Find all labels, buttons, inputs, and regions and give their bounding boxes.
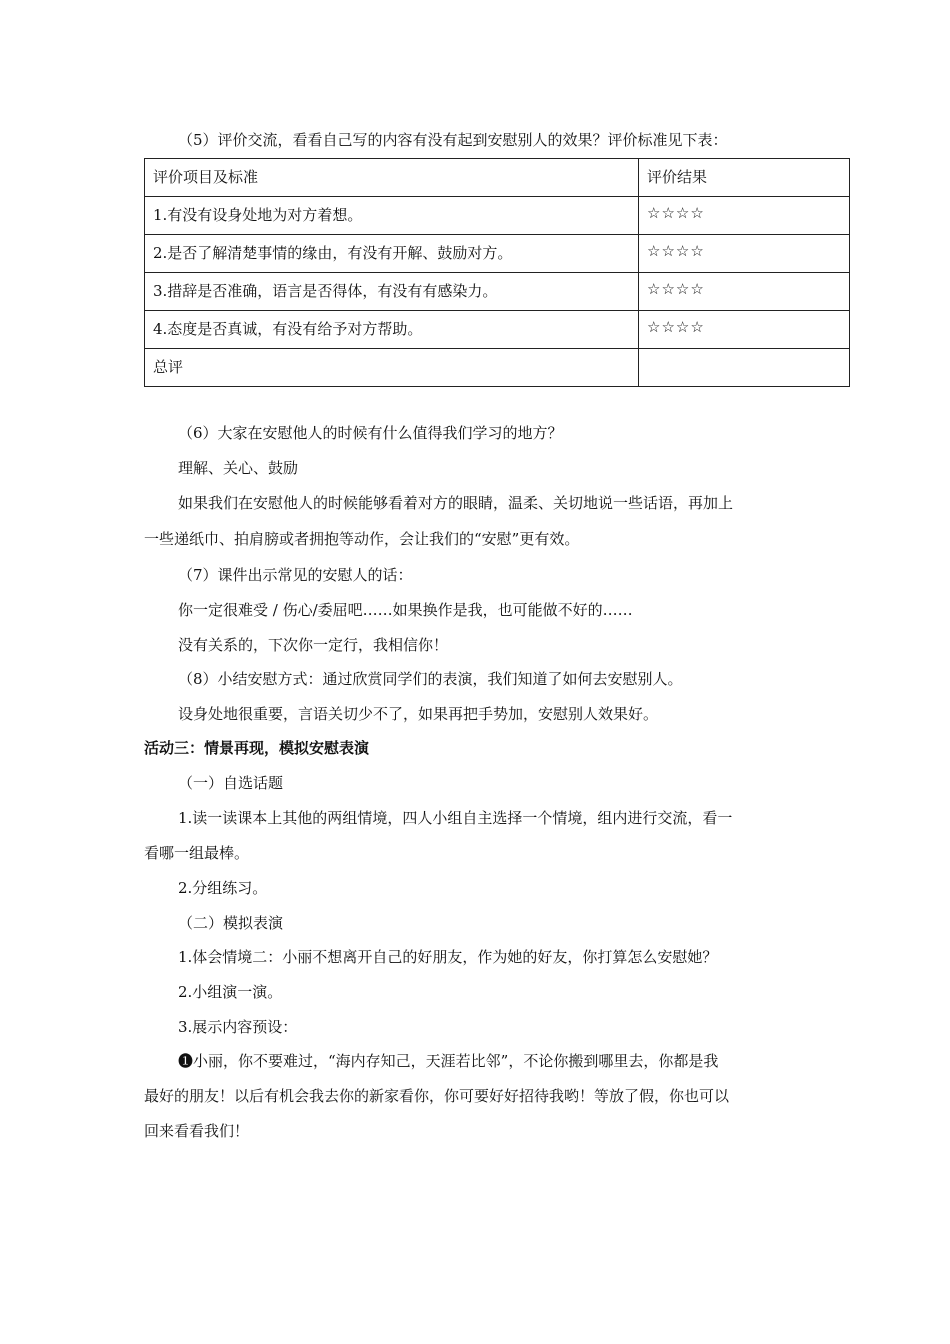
paragraph-line: 一些递纸巾、拍肩膀或者拥抱等动作，会让我们的“安慰”更有效。 [144, 530, 580, 548]
subsection-heading: （一）自选话题 [178, 774, 284, 792]
intro-paragraph-5: （5）评价交流，看看自己写的内容有没有起到安慰别人的效果？评价标准见下表： [178, 131, 728, 149]
paragraph-line: 你一定很难受 / 伤心/委屈吧……如果换作是我，也可能做不好的…… [178, 601, 633, 619]
paragraph-line: 如果我们在安慰他人的时候能够看着对方的眼睛，温柔、关切地说一些话语，再加上 [178, 494, 734, 512]
item-7: （7）课件出示常见的安慰人的话： [178, 566, 413, 584]
star-rating: ☆☆☆☆ [639, 197, 850, 235]
evaluation-table [144, 158, 850, 387]
table-cell-summary-label: 总评 [145, 349, 639, 387]
paragraph-line: 没有关系的，下次你一定行，我相信你！ [178, 636, 449, 654]
table-header-row [145, 159, 850, 197]
answer-line: 理解、关心、鼓励 [178, 459, 299, 477]
paragraph-line: 1.读一读课本上其他的两组情境，四人小组自主选择一个情境，组内进行交流，看一 [178, 809, 733, 827]
table-cell-criteria: 1.有没有设身处地为对方着想。 [145, 197, 639, 235]
paragraph-line: 最好的朋友！以后有机会我去你的新家看你，你可要好好招待我哟！等放了假，你也可以 [144, 1087, 730, 1105]
table-row [145, 235, 850, 273]
star-rating: ☆☆☆☆ [639, 273, 850, 311]
paragraph-line: 看哪一组最棒。 [144, 844, 250, 862]
paragraph-line: 回来看看我们！ [144, 1122, 250, 1140]
table-header-criteria: 评价项目及标准 [145, 159, 639, 197]
item-8: （8）小结安慰方式：通过欣赏同学们的表演，我们知道了如何去安慰别人。 [178, 670, 683, 688]
table-cell-criteria: 2.是否了解清楚事情的缘由，有没有开解、鼓励对方。 [145, 235, 639, 273]
paragraph-line: 设身处地很重要，言语关切少不了，如果再把手势加，安慰别人效果好。 [178, 705, 659, 723]
table-row [145, 273, 850, 311]
paragraph-line: 3.展示内容预设： [178, 1018, 298, 1036]
question-6: （6）大家在安慰他人的时候有什么值得我们学习的地方？ [178, 424, 563, 442]
star-rating: ☆☆☆☆ [639, 235, 850, 273]
table-row [145, 311, 850, 349]
paragraph-line: ❶小丽，你不要难过，“海内存知己，天涯若比邻”，不论你搬到哪里去，你都是我 [178, 1052, 719, 1070]
table-cell-criteria: 3.措辞是否准确，语言是否得体，有没有有感染力。 [145, 273, 639, 311]
paragraph-line: 2.小组演一演。 [178, 983, 283, 1001]
table-cell-criteria: 4.态度是否真诚，有没有给予对方帮助。 [145, 311, 639, 349]
star-rating: ☆☆☆☆ [639, 311, 850, 349]
activity-heading: 活动三：情景再现，模拟安慰表演 [144, 739, 370, 757]
subsection-heading: （二）模拟表演 [178, 914, 284, 932]
table-row [145, 197, 850, 235]
table-row-summary [145, 349, 850, 387]
paragraph-line: 1.体会情境二：小丽不想离开自己的好朋友，作为她的好友，你打算怎么安慰她？ [178, 948, 718, 966]
table-header-result: 评价结果 [639, 159, 850, 197]
table-cell-summary-result [639, 349, 850, 387]
paragraph-line: 2.分组练习。 [178, 879, 268, 897]
